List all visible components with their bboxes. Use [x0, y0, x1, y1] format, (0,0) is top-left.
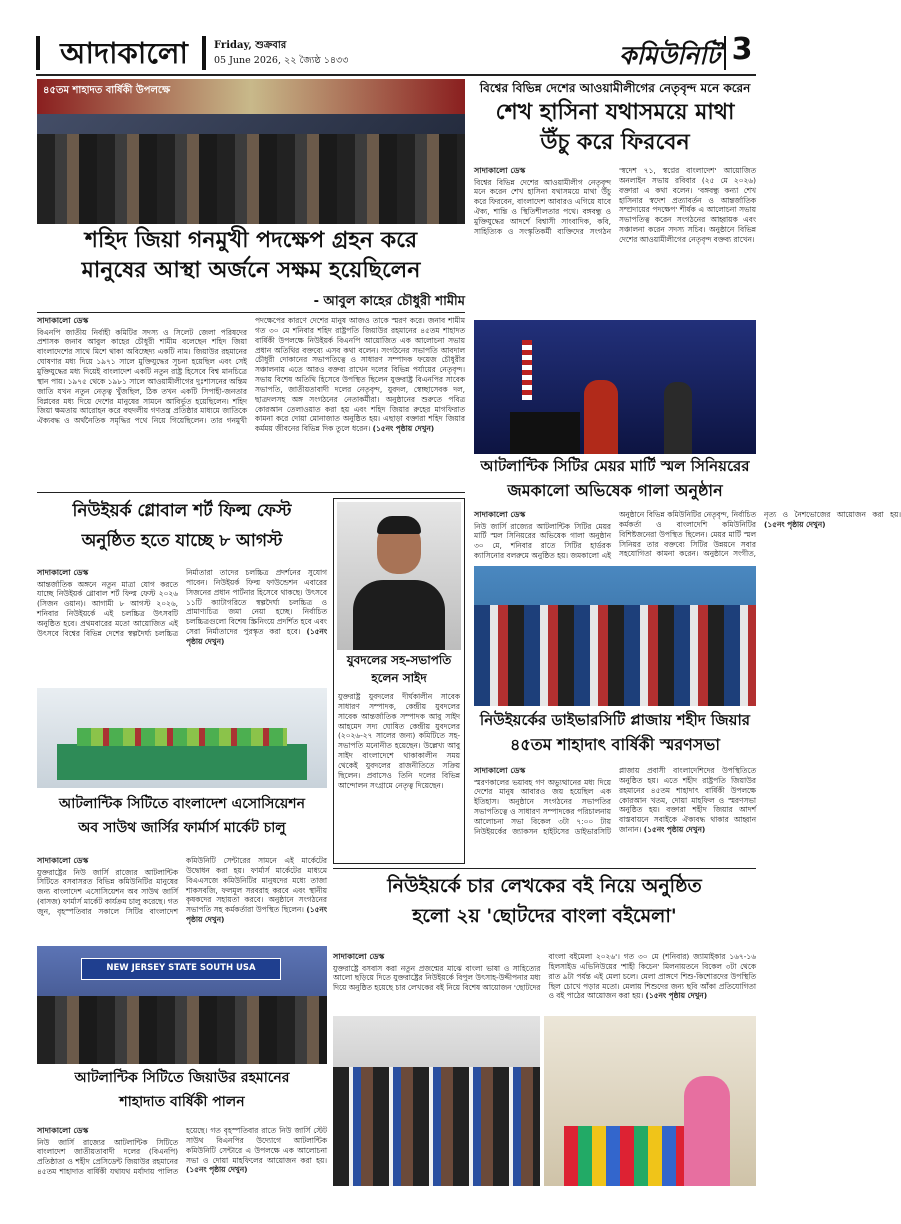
headline-diversity-2: ৪৫তম শাহাদাৎ বার্ষিকী স্মরণসভা: [510, 735, 720, 754]
photo-jubodal-portrait: [337, 502, 461, 650]
headline-jubodal-1: যুবদলের সহ-সভাপতি: [346, 653, 452, 667]
photo-diversity-plaza: [474, 566, 756, 706]
headline-hasina-2: উঁচু করে ফিরবেন: [540, 130, 690, 155]
desk-hasina: সাদাকালো ডেস্ক: [474, 166, 526, 175]
byline-zia-pod: - আবুল কাহের চৌধুরী শামীম: [313, 294, 465, 309]
rule-boimela: [333, 868, 756, 869]
desk-zia-pod: সাদাকালো ডেস্ক: [37, 316, 89, 325]
page-number: 3: [731, 32, 753, 67]
body-farmers: [37, 856, 327, 940]
issue-date: 05 June 2026, ২২ জ্যৈষ্ঠ ১৪৩৩: [214, 55, 349, 66]
continued-diversity: (১৫নং পৃষ্ঠায় দেখুন): [643, 825, 706, 835]
headline-farmers-2: অব সাউথ জার্সির ফার্মার্স মার্কেট চালু: [78, 820, 286, 836]
photo-table: [57, 744, 307, 780]
headline-farmers-1: আটলান্টিক সিটিতে বাংলাদেশ এসোসিয়েশন: [59, 796, 305, 812]
photo-boimela-authors: [333, 1016, 540, 1186]
rule-zia-pod: [37, 312, 465, 313]
body-text-film: আন্তর্জাতিক অঙ্গনে নতুন মাত্রা যোগ করতে যাচ্ছে নিউইয়র্ক গ্লোবাল শর্ট ফিল্ম ফেস্ট ২০২৬ (সিজন ওয়ান)। আগামী ৮ আগস্ট ২০২৬, শনিবার নিউইয়র্কে এই চলচ্চিত্র উৎসবটি অনুষ্ঠিত হবে। প্রথমবারের মতো আয়োজিত এই উৎসবে বিশ্বের বিভিন্ন দেশের স্বল্পদৈর্ঘ্য চলচ্চিত্র নির্মাতারা তাদের চলচ্চিত্র প্রদর্শনের সুযোগ পাবেন। নিউইয়র্ক ফিল্ম ফাউন্ডেশন এবারের সিজনের প্রধান পার্টনার হিসেবে থাকছে। উৎসবে ১১টি ক্যাটাগরিতে স্বল্পদৈর্ঘ্য চলচ্চিত্র ও প্রামাণ্যচিত্র জমা নেয়া হচ্ছে। নির্বাচিত চলচ্চিত্রগুলো বিশেষ স্ক্রিনিংয়ে প্রদর্শিত হবে এবং সেরা নির্মাতাদের পুরস্কৃত করা হবে।: [37, 568, 327, 638]
body-text-boimela: যুক্তরাষ্ট্রে বসবাস করা নতুন প্রজন্মের মাঝে বাংলা ভাষা ও সাহিত্যের আলো ছড়িয়ে দিতে যুক্তরাষ্ট্রের নিউইয়র্কে বিপুল উৎসাহ-উদ্দীপনার মধ্য দিয়ে অনুষ্ঠিত হয়েছে চার লেখকের বই নিয়ে বিশেষ আয়োজন 'ছোটদের বাংলা বইমেলা ২০২৬'। গত ৩০ মে (শনিবার) জ্যামাইকার ১৬৭-১৬ হিলসাইড এভিনিউয়ের 'শাহী কিচেন' মিলনায়তনে বিকেল ৩টা থেকে রাত ৯টা পর্যন্ত এই মেলা চলে। মেলা প্রাঙ্গণে শিশু-কিশোরদের উপস্থিতি ছিল চোখে পড়ার মতো। মেলায় শিশুদের জন্য ছবি আঁকা প্রতিযোগিতা ও বই পাঠের আয়োজন করা হয়।: [333, 952, 756, 1001]
headline-diversity-1: নিউইয়র্কের ডাইভারসিটি প্লাজায় শহীদ জিয়ার: [479, 711, 751, 729]
headline-boimela-1: নিউইয়র্কে চার লেখকের বই নিয়ে অনুষ্ঠিত: [387, 875, 702, 897]
photo-speaker-woman: [584, 380, 618, 454]
continued-zia-ac: (১৫নং পৃষ্ঠায় দেখুন): [186, 1165, 248, 1175]
photo-crowd: [474, 605, 756, 706]
continued-farmers: (১৫নং পৃষ্ঠায় দেখুন): [186, 905, 327, 925]
rule-film: [37, 492, 465, 493]
body-mayor: [474, 510, 901, 566]
desk-diversity: সাদাকালো ডেস্ক: [474, 766, 526, 775]
headline-film-2: অনুষ্ঠিত হতে যাচ্ছে ৮ আগস্ট: [81, 531, 283, 551]
photo-boimela-child: [544, 1016, 756, 1186]
headline-zia-ac-2: শাহাদাত বার্ষিকী পালন: [119, 1094, 245, 1110]
body-zia-pod: [37, 316, 465, 488]
photo-farmers-market: [37, 688, 327, 788]
headline-mayor-1: আটলান্টিক সিটির মেয়র মার্টি স্মল সিনিয়রের: [480, 457, 750, 475]
body-text-diversity: স্মরণকালের ভয়াবহ গণ অভ্যুত্থানের মধ্য দিয়ে দেশের মানুষ আবারও জয় হয়েছিল এক ইতিহাস। অনুষ্ঠানে সংগঠনের সভাপতির সভাপতিত্বে ও সাধারণ সম্পাদকের পরিচালনায় আলোচনা সভা বিকেল ৩টা ৭:০০ টায় নিউইয়র্কের জ্যাকসন হাইটসের ডাইভারসিটি প্লাজায় প্রবাসী বাংলাদেশিদের উপস্থিতিতে অনুষ্ঠিত হয়। এতে শহীদ রাষ্ট্রপতি জিয়াউর রহমানের ৪৫তম শাহাদাৎ বার্ষিকী উপলক্ষে কোরআন খতম, দোয়া মাহফিল ও স্মরণসভা অনুষ্ঠিত হয়। বক্তারা শহীদ জিয়ার আদর্শ বাস্তবায়নে সবাইকে ঐক্যবদ্ধ থাকার আহ্বান জানান।: [474, 766, 756, 836]
photo-vegetables: [77, 728, 287, 746]
photo-zia-atlantic: [37, 946, 327, 1064]
continued-zia-pod: (১৫নং পৃষ্ঠায় দেখুন): [372, 424, 435, 434]
headline-hasina-1: শেখ হাসিনা যথাসময়ে মাথা: [495, 100, 735, 125]
photo-mayor-gala: [474, 320, 756, 454]
photo-crowd: [37, 134, 465, 224]
desk-film: সাদাকালো ডেস্ক: [37, 568, 89, 577]
headline-zia-pod-2: মানুষের আস্থা অর্জনে সক্ষম হয়েছিলেন: [81, 258, 421, 283]
continued-film: (১৫নং পৃষ্ঠায় দেখুন): [186, 627, 327, 646]
photo-flag: [522, 340, 532, 400]
desk-mayor: সাদাকালো ডেস্ক: [474, 510, 526, 519]
photo-crowd: [37, 996, 327, 1064]
photo-banner-caption: NEW JERSEY STATE SOUTH USA: [106, 963, 256, 973]
masthead-rule: [36, 74, 756, 76]
body-boimela: [333, 952, 756, 1012]
photo-zia-pod: [37, 79, 465, 224]
headline-mayor-2: জমকালো অভিষেক গালা অনুষ্ঠান: [507, 481, 723, 500]
photo-podium: [510, 412, 580, 454]
photo-book-table: [564, 1126, 684, 1186]
section-name: কমিউনিটি: [619, 41, 720, 70]
headline-zia-ac-1: আটলান্টিক সিটিতে জিয়াউর রহমানের: [74, 1070, 290, 1086]
portrait-hair: [377, 516, 421, 534]
continued-boimela: (১৫নং পৃষ্ঠায় দেখুন): [645, 991, 708, 1001]
photo-banner-text: ৪৫তম শাহাদত বার্ষিকী উপলক্ষে: [43, 85, 171, 96]
kicker-hasina: বিশ্বের বিভিন্ন দেশের আওয়ামীলীগের নেতৃবৃন্দ মনে করেন: [479, 81, 751, 95]
headline-boimela-2: হলো ২য় 'ছোটদের বাংলা বইমেলা': [412, 905, 677, 927]
newspaper-logo: আদাকালো: [60, 36, 188, 70]
body-zia-ac: [37, 1126, 327, 1188]
photo-child: [684, 1076, 730, 1186]
body-hasina: [474, 166, 756, 316]
body-film: [37, 568, 327, 682]
body-text-farmers: যুক্তরাষ্ট্রের নিউ জার্সি রাজ্যের আটলান্টিক সিটিতে বসবাসরত বিভিন্ন কমিউনিটির মানুষের জন্য বাংলাদেশ এসোসিয়েশন অব সাউথ জার্সি (বাসজ) ফার্মার্স মার্কেট কার্যক্রম চালু করেছে। গত জুন, বৃহস্পতিবার সকালে সিটির বাংলাদেশ কমিউনিটি সেন্টারের সামনে এই মার্কেটের উদ্বোধন করা হয়। ফার্মার্স মার্কেটের মাধ্যমে বিএএসজে কমিউনিটির মানুষদের মধ্যে তাজা শাকসবজি, ফলমূল সরবরাহ করবে এবং স্থানীয় কৃষকদের সহায়তা করবে। অনুষ্ঠানে সংগঠনের সভাপতি সহ কর্মকর্তারা উপস্থিত ছিলেন।: [37, 856, 327, 916]
body-text-mayor: নিউ জার্সি রাজ্যের আটলান্টিক সিটির মেয়র মার্টি স্মল সিনিয়রের অভিষেক গালা অনুষ্ঠান ৩০ মে, শনিবার রাতে সিটির হার্ডরক ক্যাসিনোর বলরুমে অনুষ্ঠিত হয়। জমকালো এই অনুষ্ঠানে বিভিন্ন কমিউনিটির নেতৃবৃন্দ, নির্বাচিত কর্মকর্তা ও বাংলাদেশি কমিউনিটির বিশিষ্টজনেরা উপস্থিত ছিলেন। মেয়র মার্টি স্মল সিনিয়র তার বক্তব্যে সিটির উন্নয়নে সবার সহযোগিতা কামনা করেন। অনুষ্ঠানে সংগীত, নৃত্য ও নৈশভোজের আয়োজন করা হয়।: [474, 510, 901, 561]
headline-film-1: নিউইয়র্ক গ্লোবাল শর্ট ফিল্ম ফেস্ট: [72, 501, 292, 521]
photo-speaker-man: [664, 382, 692, 454]
portrait-suit: [353, 580, 445, 650]
desk-boimela: সাদাকালো ডেস্ক: [333, 952, 385, 961]
photo-crowd: [333, 1067, 540, 1186]
page-number-rule: [724, 36, 726, 70]
headline-zia-pod-1: শহিদ জিয়া গনমুখী পদক্ষেপ গ্রহন করে: [84, 228, 418, 253]
headline-jubodal-2: হলেন সাইদ: [371, 671, 427, 685]
masthead: [36, 34, 756, 74]
desk-farmers: সাদাকালো ডেস্ক: [37, 856, 89, 865]
desk-zia-ac: সাদাকালো ডেস্ক: [37, 1126, 89, 1135]
body-text-hasina: বিশ্বের বিভিন্ন দেশের আওয়ামীলীগ নেতৃবৃন্দ মনে করেন শেখ হাসিনা যথাসময়ে মাথা উঁচু করে ফিরবেন, বাংলাদেশ আবারও এগিয়ে যাবে ঐক্য, শান্তি ও স্থিতিশীলতার পথে। বঙ্গবন্ধু ও মুক্তিযুদ্ধের আদর্শে বিশ্বাসী সাংবাদিক, কবি, সাহিত্যিক ও সংস্কৃতিকর্মী ব্যক্তিদের সংগঠন 'স্বদেশ ৭১, স্বপ্নের বাংলাদেশ' আয়োজিত অনলাইন সভায় রবিবার (২৫ মে ২০২৬) বক্তারা এ কথা বলেন। 'বঙ্গবন্ধু কন্যা শেখ হাসিনার স্বদেশ প্রত্যাবর্তন ও আন্তর্জাতিক সম্প্রদায়ের পদক্ষেপ' শীর্ষক এ আলোচনা সভায় সভাপতিত্ব করেন সংগঠনের আহ্বায়ক এবং সঞ্চালনা করেন সদস্য সচিব। অনুষ্ঠানে বিভিন্ন দেশের আওয়ামীলীগের নেতৃবৃন্দ বক্তব্য রাখেন।: [474, 166, 756, 244]
body-text-zia-pod: বিএনপি জাতীয় নির্বাহী কমিটির সদস্য ও সিলেট জেলা পরিষদের প্রশাসক জনাব আবুল কাহের চৌধুরী শামীম বলেছেন শহিদ জিয়া বাংলাদেশের সাথে মিশে থাকা অবিচ্ছেদ্য একটি নাম। জিয়াউর রহমানের ঘোষণার মধ্য দিয়ে ১৯৭১ সালে মুক্তিযুদ্ধের সূচনা হয়েছিল এবং সেই মুক্তিযুদ্ধের মধ্য দিয়েই বাংলাদেশ একটি নতুন রাষ্ট্র হিসেবে বিশ্ব মানচিত্রে স্থান পায়। ১৯৭৫ থেকে ১৯৮১ সালে আওয়ামীলীগের দুঃশাসনের অন্তিম জাতি যখন নতুন নেতৃত্ব খুঁজছিল, ঠিক তখন একটি সিপাহী-জনতার বিপ্লবের মধ্য দিয়ে দেশের মানুষের সামনে আবির্ভূত হয়েছিলেন। শহিদ জিয়া ক্ষমতায় আরোহন করে বহুদলীয় গণতন্ত্র প্রতিষ্ঠার মাধ্যমে জাতিকে ঐক্যবদ্ধ ও অর্থনৈতিক সমৃদ্ধির পথে নিয়ে গিয়েছিলেন। তার গনমুখী পদক্ষেপের কারণে দেশের মানুষ আজও তাকে স্মরণ করে। জনাব শামীম গত ৩০ মে শনিবার শহিদ রাষ্ট্রপতি জিয়াউর রহমানের ৪৫তম শাহাদত বার্ষিকী উপলক্ষে নিউইয়র্ক বিএনপি আয়োজিত এক আলোচনা সভায় প্রধান অতিথির বক্তব্যে এসব কথা বলেন। সংগঠনের সভাপতি আবদাল চৌধুরী দোকানের সভাপতিত্বে ও সাধারণ সম্পাদক ফয়েজ চৌধুরীর সঞ্চালনায় এতে আরও বক্তব্য রাখেন দলের বিভিন্ন পর্যায়ের নেতৃবৃন্দ। সভায় বিশেষ অতিথি হিসেবে উপস্থিত ছিলেন যুক্তরাষ্ট্র বিএনপির সাবেক সভাপতি, জাতীয়তাবাদী দলের নেতৃবৃন্দ, যুবদল, স্বেচ্ছাসেবক দল, ছাত্রদলসহ অঙ্গ সংগঠনের নেতাকর্মীরা। অনুষ্ঠানের শুরুতে পবিত্র কোরআন তেলাওয়াত করা হয় এবং শহিদ জিয়ার রুহের মাগফিরাত কামনা করে দোয়া মোনাজাত অনুষ্ঠিত হয়। এছাড়া বক্তারা শহিদ জিয়ার কর্মময় জীবনের বিভিন্ন দিক তুলে ধরেন।: [37, 316, 465, 434]
body-diversity: [474, 766, 756, 860]
body-jubodal: যুক্তরাষ্ট্র যুবদলের দীর্ঘকালীন সাবেক সাধারণ সম্পাদক, কেন্দ্রীয় যুবদলের সাবেক আন্তর্জাতিক সম্পাদক আবু সাইদ আহমেদ সদ্য ঘোষিত কেন্দ্রীয় যুবদলের (২০২৬-২৭ সালের জন্য) কমিটিতে সহ-সভাপতি মনোনীত হয়েছেন। উল্লেখ্য আবু সাইদ বাংলাদেশে থাকাকালীন সময় থেকেই যুবদলের রাজনীতিতে সক্রিয় ছিলেন। প্রবাসেও তিনি দলের বিভিন্ন আন্দোলন সংগ্রামে নেতৃত্ব দিয়েছেন।: [338, 692, 460, 790]
continued-mayor: (১৫নং পৃষ্ঠায় দেখুন): [764, 519, 826, 529]
issue-day: Friday, শুক্রবার: [214, 40, 287, 51]
body-text-zia-ac: নিউ জার্সি রাজ্যের আটলান্টিক সিটিতে বাংলাদেশ জাতীয়তাবাদী দলের (বিএনপি) প্রতিষ্ঠাতা ও শহীদ প্রেসিডেন্ট জিয়াউর রহমানের ৪৫তম শাহাদাত বার্ষিকী যথাযথ মর্যাদায় পালিত হয়েছে। গত বৃহস্পতিবার রাতে নিউ জার্সি স্টেট সাউথ বিএনপির উদ্যোগে আটলান্টিক কমিউনিটি সেন্টারে এ উপলক্ষে এক আলোচনা সভা ও দোয়া মাহফিলের আয়োজন করা হয়।: [37, 1126, 327, 1177]
